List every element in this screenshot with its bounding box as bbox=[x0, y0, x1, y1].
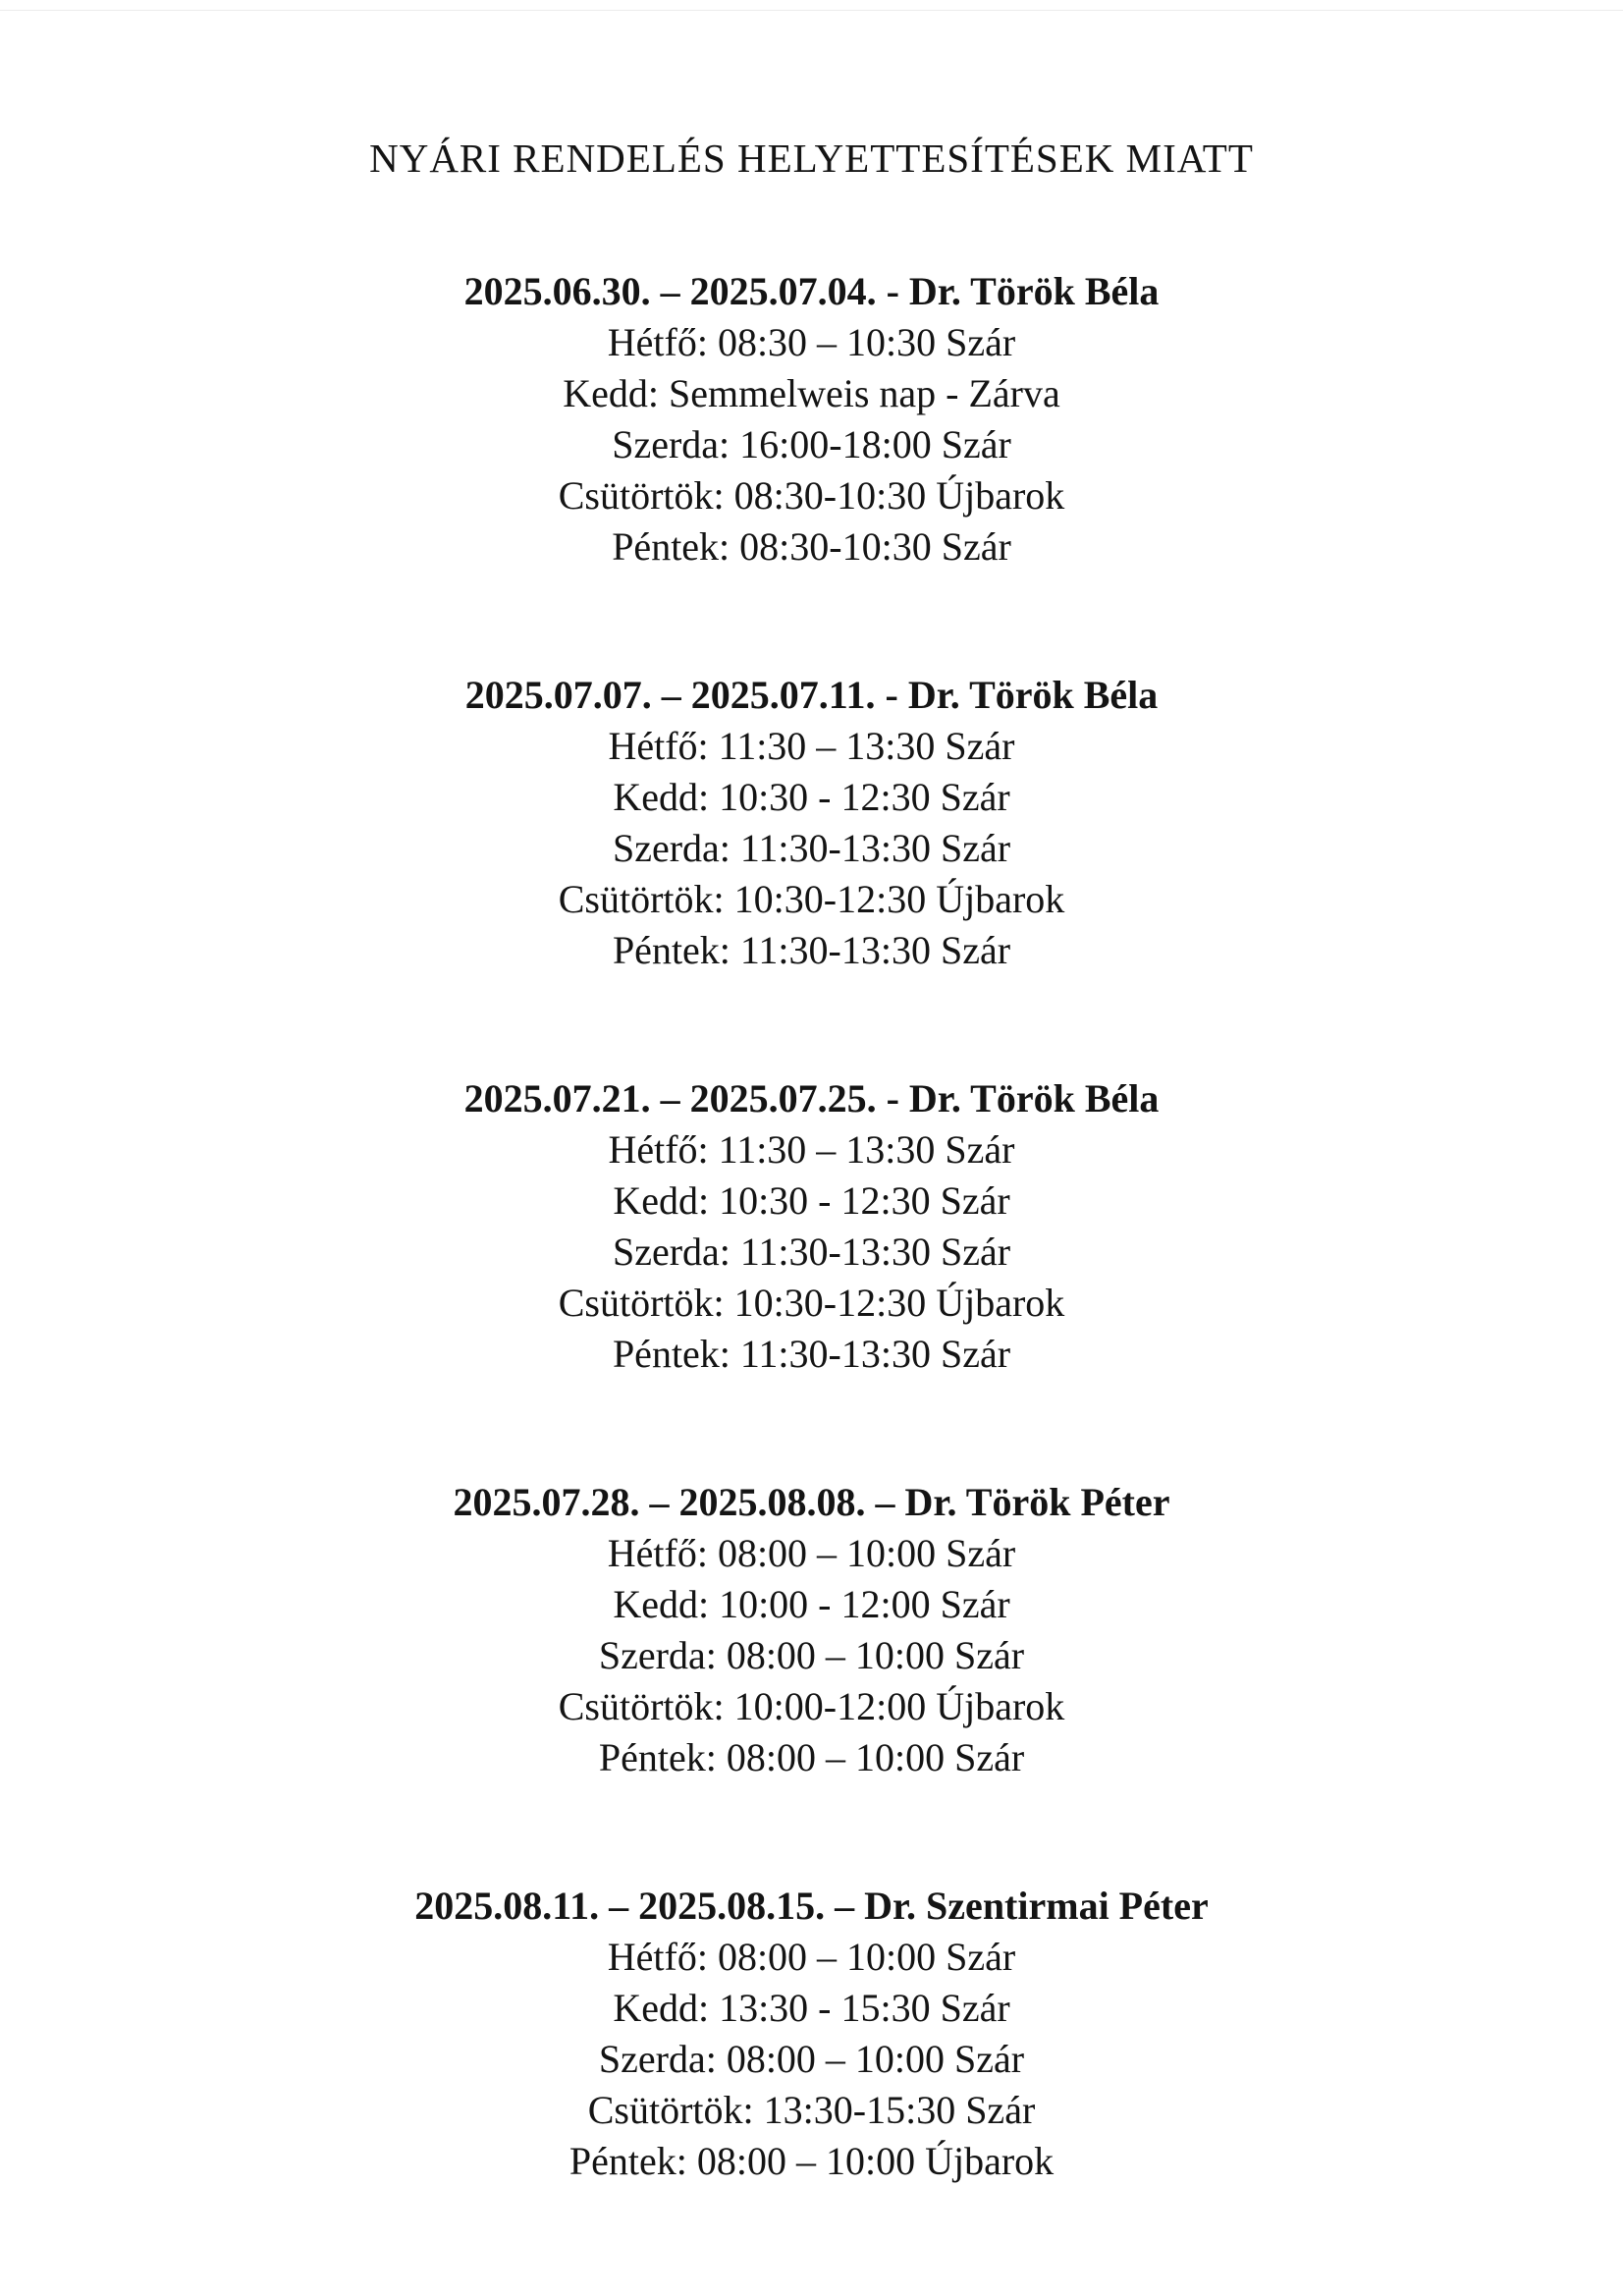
schedule-line-thursday: Csütörtök: 13:30-15:30 Szár bbox=[587, 2088, 1036, 2132]
schedule-heading: 2025.06.30. – 2025.07.04. - Dr. Török Béla bbox=[463, 269, 1160, 313]
schedule-line-tuesday: Kedd: Semmelweis nap - Zárva bbox=[563, 371, 1060, 415]
schedule-line-wednesday: Szerda: 11:30-13:30 Szár bbox=[612, 826, 1011, 870]
schedule-heading: 2025.07.21. – 2025.07.25. - Dr. Török Béla bbox=[463, 1076, 1160, 1121]
schedule-line-thursday: Csütörtök: 08:30-10:30 Újbarok bbox=[558, 473, 1065, 518]
schedule-line-tuesday: Kedd: 10:30 - 12:30 Szár bbox=[613, 775, 1010, 819]
schedule-block-4 bbox=[0, 1477, 1623, 1783]
document-title: NYÁRI RENDELÉS HELYETTESÍTÉSEK MIATT bbox=[369, 136, 1254, 181]
schedule-line-monday: Hétfő: 11:30 – 13:30 Szár bbox=[608, 1127, 1015, 1172]
schedule-line-friday: Péntek: 08:00 – 10:00 Újbarok bbox=[568, 2139, 1055, 2183]
schedule-block-1 bbox=[0, 266, 1623, 573]
schedule-line-tuesday: Kedd: 13:30 - 15:30 Szár bbox=[613, 1986, 1010, 2030]
schedule-block-2 bbox=[0, 670, 1623, 976]
schedule-line-monday: Hétfő: 08:30 – 10:30 Szár bbox=[607, 320, 1016, 364]
schedule-block-3 bbox=[0, 1073, 1623, 1380]
schedule-line-thursday: Csütörtök: 10:30-12:30 Újbarok bbox=[558, 877, 1065, 921]
schedule-line-friday: Péntek: 11:30-13:30 Szár bbox=[612, 928, 1011, 972]
schedule-line-thursday: Csütörtök: 10:00-12:00 Újbarok bbox=[558, 1684, 1065, 1728]
schedule-block-5 bbox=[0, 1881, 1623, 2187]
schedule-line-friday: Péntek: 08:00 – 10:00 Szár bbox=[598, 1735, 1025, 1779]
schedule-line-tuesday: Kedd: 10:00 - 12:00 Szár bbox=[613, 1582, 1010, 1626]
schedule-line-thursday: Csütörtök: 10:30-12:30 Újbarok bbox=[558, 1281, 1065, 1325]
schedule-line-tuesday: Kedd: 10:30 - 12:30 Szár bbox=[613, 1178, 1010, 1223]
schedule-line-monday: Hétfő: 08:00 – 10:00 Szár bbox=[607, 1935, 1016, 1979]
schedule-heading: 2025.07.28. – 2025.08.08. – Dr. Török Péter bbox=[453, 1480, 1170, 1524]
scan-edge-line bbox=[0, 10, 1623, 11]
schedule-line-friday: Péntek: 08:30-10:30 Szár bbox=[612, 524, 1011, 569]
schedule-heading: 2025.07.07. – 2025.07.11. - Dr. Török Béla bbox=[464, 673, 1159, 717]
schedule-line-wednesday: Szerda: 11:30-13:30 Szár bbox=[612, 1230, 1011, 1274]
schedule-line-monday: Hétfő: 08:00 – 10:00 Szár bbox=[607, 1531, 1016, 1575]
schedule-line-wednesday: Szerda: 16:00-18:00 Szár bbox=[612, 422, 1011, 466]
schedule-line-friday: Péntek: 11:30-13:30 Szár bbox=[612, 1332, 1011, 1376]
schedule-heading: 2025.08.11. – 2025.08.15. – Dr. Szentirmai Péter bbox=[414, 1884, 1209, 1928]
schedule-line-wednesday: Szerda: 08:00 – 10:00 Szár bbox=[598, 2037, 1025, 2081]
schedule-line-wednesday: Szerda: 08:00 – 10:00 Szár bbox=[598, 1633, 1025, 1677]
schedule-line-monday: Hétfő: 11:30 – 13:30 Szár bbox=[608, 724, 1015, 768]
